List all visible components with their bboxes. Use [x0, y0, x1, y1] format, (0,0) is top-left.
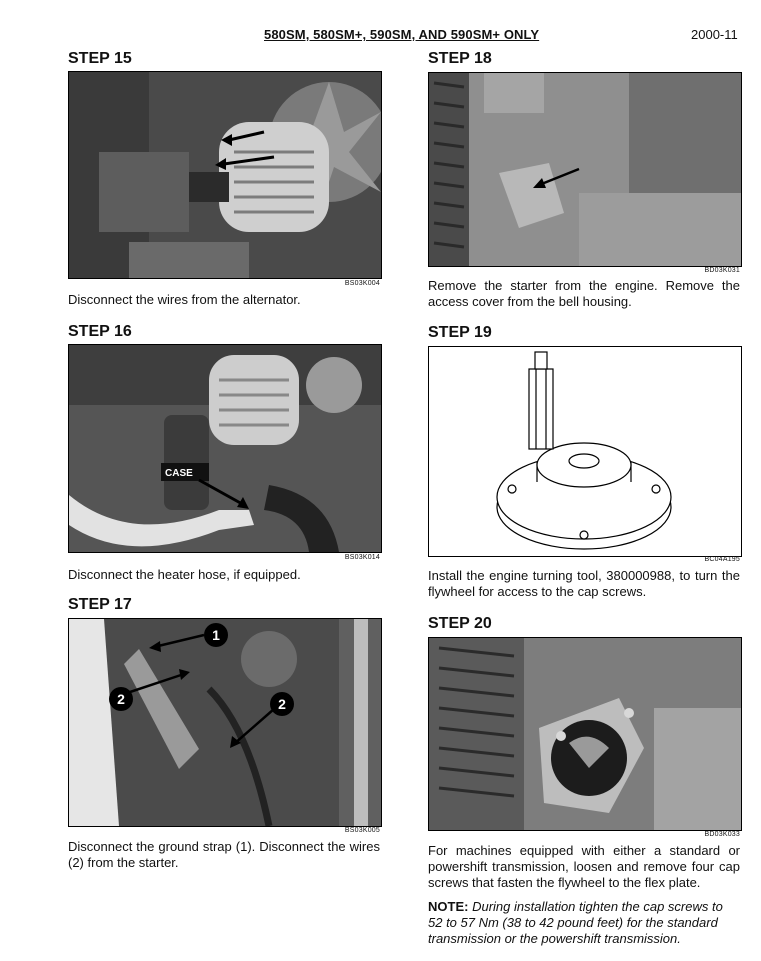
step-18-image-code: BD03K031 — [704, 267, 740, 274]
step-16-title: STEP 16 — [68, 323, 132, 340]
page-number: 2000-11 — [691, 27, 738, 42]
note-text: During installation tighten the cap screws to 52 to 57 Nm (38 to 42 pound feet) for the standard transmission or the powershift transmission. — [428, 899, 723, 946]
step-18-caption: Remove the starter from the engine. Remove the access cover from the bell housing. — [428, 278, 740, 309]
step-19-image-code: BC04A195 — [704, 556, 740, 563]
step-20-note — [428, 899, 740, 947]
callout-2a: 2 — [117, 691, 125, 707]
step-15-title: STEP 15 — [68, 50, 132, 67]
note-label: NOTE: — [428, 899, 469, 914]
step-20-photo — [428, 637, 742, 831]
step-18-title: STEP 18 — [428, 50, 492, 67]
step-15-photo — [68, 71, 382, 279]
step-19-illustration — [428, 346, 742, 557]
case-logo: CASE — [165, 468, 193, 479]
step-17-caption: Disconnect the ground strap (1). Disconnect the wires (2) from the starter. — [68, 839, 380, 870]
step-15-caption: Disconnect the wires from the alternator. — [68, 292, 301, 307]
step-17-image-code: BS03K005 — [344, 827, 380, 834]
callout-1: 1 — [212, 627, 220, 643]
step-18-photo — [428, 72, 742, 267]
step-17-photo — [68, 618, 382, 827]
callout-2b: 2 — [278, 696, 286, 712]
step-20-title: STEP 20 — [428, 615, 492, 632]
step-17-title: STEP 17 — [68, 596, 132, 613]
page-header-title: 580SM, 580SM+, 590SM, AND 590SM+ ONLY — [264, 27, 540, 42]
step-16-photo — [68, 344, 382, 553]
step-16-image-code: BS03K014 — [344, 554, 380, 561]
step-20-caption: For machines equipped with either a standard or powershift transmission, loosen and remove four cap screws that fasten the flywheel to the flex plate. — [428, 843, 740, 890]
step-20-image-code: BD03K033 — [704, 831, 740, 838]
step-19-caption: Install the engine turning tool, 380000988, to turn the flywheel for access to the cap screws. — [428, 568, 740, 599]
step-19-title: STEP 19 — [428, 324, 492, 341]
step-15-image-code: BS03K004 — [344, 280, 380, 287]
step-16-caption: Disconnect the heater hose, if equipped. — [68, 567, 301, 582]
